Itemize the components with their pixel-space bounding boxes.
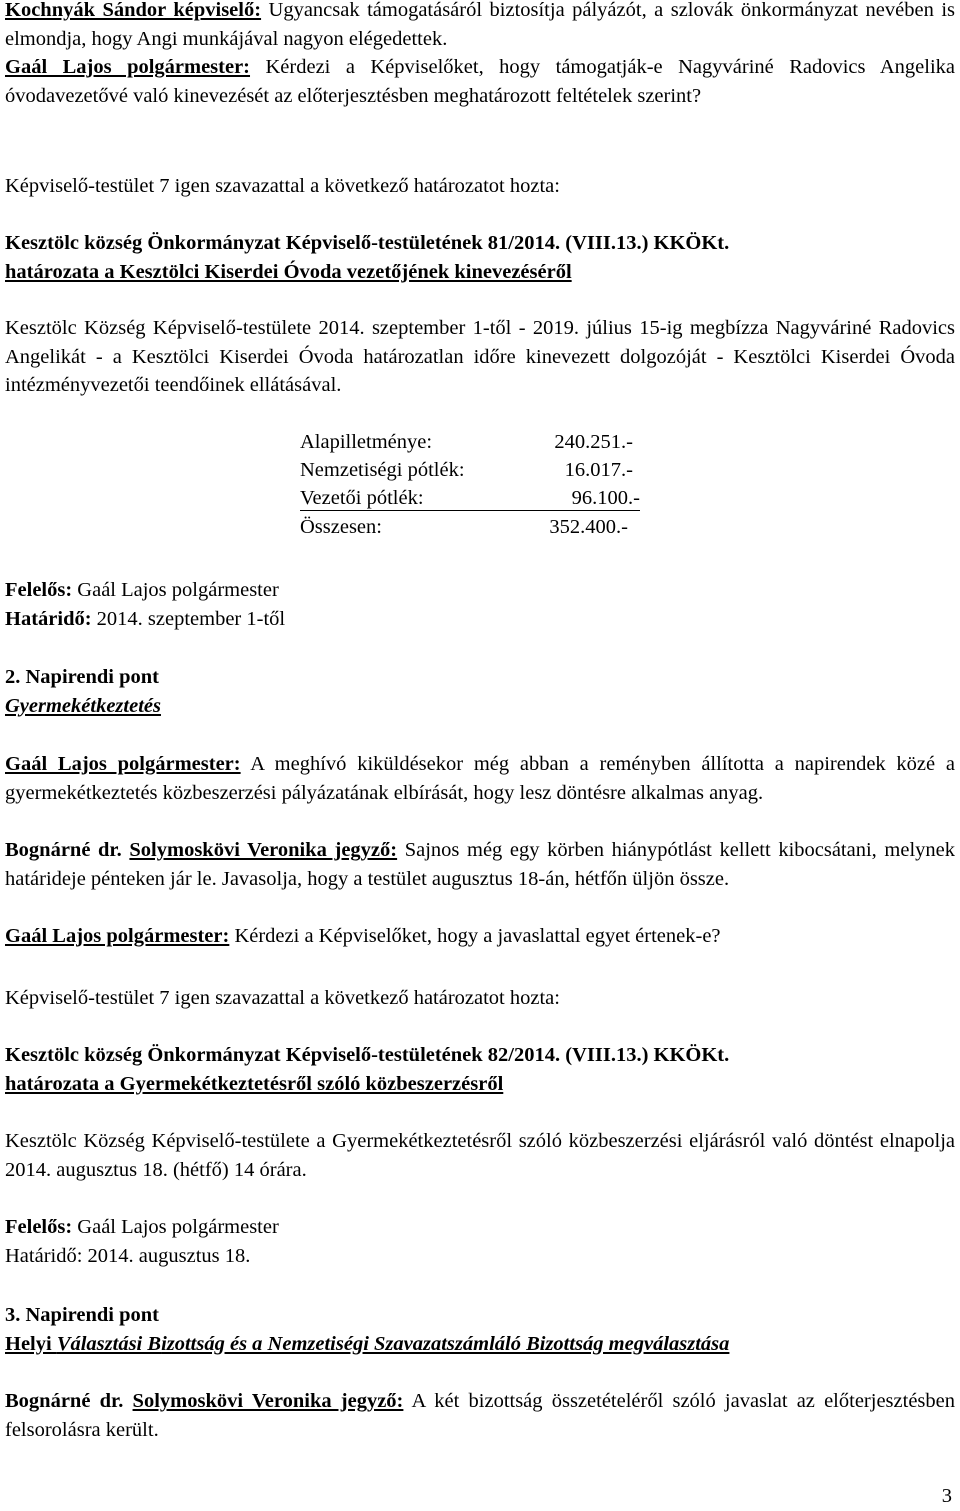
- agenda-item-3: [5, 1301, 955, 1358]
- page-number: 3: [941, 1485, 952, 1507]
- agenda-item-2: [5, 663, 955, 720]
- resolution-81-footer: [5, 576, 955, 633]
- vote-statement-1: Képviselő-testület 7 igen szavazattal a következő határozatot hozta:: [5, 175, 560, 197]
- agenda-subject: Gyermekétkeztetés: [5, 694, 161, 717]
- paragraph-gaal-intro: [5, 750, 955, 807]
- paragraph-text: Ugyancsak támogatásáról biztosítja pályázót, a szlovák önkormányzat nevében is elmondja, hogy Angi munkájával nagyon elégedettek.: [5, 0, 955, 50]
- paragraph-notary-committees: [5, 1387, 955, 1444]
- speaker-label: Gaál Lajos polgármester:: [5, 925, 230, 947]
- resolution-title-line2: határozata a Kesztölci Kiserdei Óvoda vezetőjének kinevezéséről: [5, 260, 572, 283]
- paragraph-gaal-ask: [5, 922, 955, 951]
- resolution-82-footer: [5, 1213, 955, 1270]
- responsible-line: Felelős: Gaál Lajos polgármester: [5, 1216, 279, 1238]
- deadline-line: Határidő: 2014. augusztus 18.: [5, 1244, 251, 1267]
- agenda-heading: 2. Napirendi pont: [5, 666, 159, 688]
- paragraph-kochnyak: [5, 0, 955, 53]
- paragraph-text: Kérdezi a Képviselőket, hogy a javaslattal egyet értenek-e?: [229, 925, 721, 947]
- speaker-label-a: Bognárné dr.: [5, 839, 122, 861]
- speaker-label-a: Bognárné dr.: [5, 1390, 124, 1412]
- speaker-label: Gaál Lajos polgármester:: [5, 753, 241, 775]
- vote-statement-2: Képviselő-testület 7 igen szavazattal a következő határozatot hozta:: [5, 987, 560, 1009]
- resolution-81-title: [5, 229, 955, 286]
- speaker-label: Gaál Lajos polgármester:: [5, 56, 251, 78]
- paragraph-text: A meghívó kiküldésekor még abban a reményben állította a napirendek közé a gyermekétkeztetés közbeszerzési pályázatának elbírását, hogy lesz döntésre alkalmas anyag.: [5, 753, 955, 804]
- paragraph-text: Sajnos még egy körben hiánypótlást kellett kibocsátani, melynek határideje pénteken jár le. Javasolja, hogy a testület augusztus 18-án, hétfőn üljön össze.: [5, 839, 955, 890]
- agenda-subject: Helyi Választási Bizottság és a Nemzetiségi Szavazatszámláló Bizottság megválasztása: [5, 1332, 730, 1355]
- speaker-label-b: Solymoskövi Veronika jegyző:: [132, 1390, 404, 1412]
- paragraph-gaal-question: [5, 53, 955, 110]
- resolution-82-body: Kesztölc Község Képviselő-testülete a Gyermekétkeztetésről szóló közbeszerzési eljárásról való döntést elnapolja 2014. augusztus 18. (hétfő) 14 órára.: [5, 1130, 955, 1181]
- agenda-heading: 3. Napirendi pont: [5, 1304, 159, 1326]
- speaker-label-b: Solymoskövi Veronika jegyző:: [129, 839, 398, 861]
- resolution-title-line1: Kesztölc község Önkormányzat Képviselő-testületének 81/2014. (VIII.13.) KKÖKt.: [5, 232, 730, 254]
- deadline-line: Határidő: 2014. szeptember 1-től: [5, 607, 286, 630]
- resolution-title-line1: Kesztölc község Önkormányzat Képviselő-testületének 82/2014. (VIII.13.) KKÖKt.: [5, 1044, 730, 1066]
- salary-row-nationality: Nemzetiségi pótlék: 16.017.-: [300, 459, 633, 481]
- paragraph-notary: [5, 836, 955, 893]
- resolution-title-line2: határozata a Gyermekétkeztetésről szóló közbeszerzésről: [5, 1072, 504, 1095]
- salary-table: [300, 428, 640, 541]
- salary-row-base: Alapilletménye: 240.251.-: [300, 431, 633, 453]
- resolution-82-title: [5, 1041, 955, 1098]
- speaker-label: Kochnyák Sándor képviselő:: [5, 0, 262, 21]
- resolution-81-body: Kesztölc Község Képviselő-testülete 2014. szeptember 1-től - 2019. július 15-ig megbízza Nagyváriné Radovics Angelikát - a Kesztölci Kiserdei Óvoda határozatlan időre kinevezett dolgozóját - Kesztölci Kiserdei Óvoda intézményvezetői teendőinek ellátásával.: [5, 317, 955, 396]
- salary-row-total: Összesen: 352.400.-: [300, 516, 628, 538]
- paragraph-text: Kérdezi a Képviselőket, hogy támogatják-e Nagyváriné Radovics Angelika óvodavezetővé való kinevezését az előterjesztésben meghatározott feltételek szerint?: [5, 56, 955, 107]
- salary-row-leader: Vezetői pótlék: 96.100.-: [300, 484, 640, 511]
- paragraph-text: A két bizottság összetételéről szóló javaslat az előterjesztésben felsorolásra került.: [5, 1390, 955, 1441]
- responsible-line: Felelős: Gaál Lajos polgármester: [5, 579, 279, 601]
